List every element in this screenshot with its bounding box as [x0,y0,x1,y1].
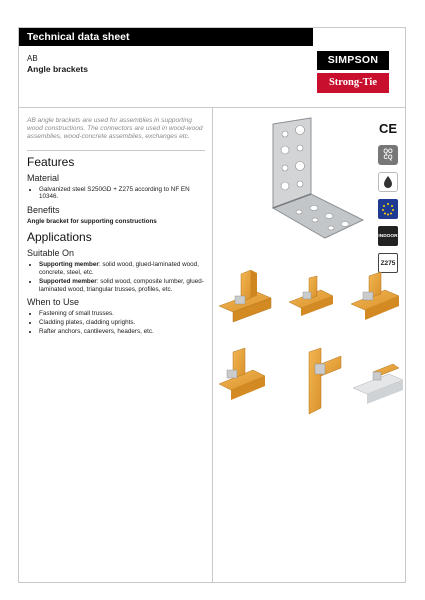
material-heading: Material [27,172,60,183]
when-list [27,310,205,335]
list-item [39,261,205,277]
z275-badge-icon: Z275 [378,253,398,273]
suitable-list [27,261,205,293]
angle-bracket-image [259,116,369,246]
qcq-badge-icon [378,145,398,165]
section-rule [27,150,205,151]
benefits-heading: Benefits [27,205,60,216]
item-text: : solid wood, glued-laminated wood, concrete, steel, etc. [39,261,199,276]
left-column [27,117,205,337]
application-image-2 [289,276,333,316]
when-heading: When to Use [27,297,80,308]
application-image-5 [309,348,341,414]
header-band: Technical data sheet [19,28,313,46]
list-item: • Galvanized steel S250GD + Z275 according to NF EN 10346. [39,186,205,202]
application-images [217,268,405,418]
certification-icons [378,118,400,280]
product-code: AB [27,54,38,63]
simpson-logo [317,51,389,98]
material-list [27,186,205,202]
ce-mark-icon: CE [378,120,398,136]
application-image-4 [219,348,265,400]
eu-stars-icon [378,199,398,219]
logo-strongtie-text: Strong-Tie [317,73,389,93]
qcq-top: QO [383,149,393,155]
column-divider [212,108,213,582]
logo-simpson-text: SIMPSON [317,51,389,70]
product-title: Angle brackets [27,64,88,74]
list-item: • Fastening of small trusses. [39,310,205,318]
application-image-6 [353,364,403,404]
item-text: : solid wood, composite lumber, glued-laminated wood, triangular trusses, profiles, etc. [39,277,204,293]
application-image-3 [351,272,399,320]
header-row [19,46,405,108]
item-label: Supported member [39,277,97,285]
applications-heading: Applications [27,230,92,245]
benefit-text: Angle bracket for supporting constructions [27,218,157,226]
list-item [39,278,205,294]
intro-text: AB angle brackets are used for assemblies in supporting wood constructions. The connectors are used in wood-wood assemblies, wood-concrete assemblies, exchanges etc. [27,117,203,141]
features-heading: Features [27,154,75,169]
list-item: • Rafter anchors, cantilevers, headers, etc. [39,328,205,336]
suitable-heading: Suitable On [27,248,75,259]
environment-rating-icon [378,172,398,192]
application-image-1 [219,270,271,322]
list-item: • Cladding plates, cladding uprights. [39,319,205,327]
indoor-badge-icon: INDOOR [378,226,398,246]
item-label: Supporting member [39,261,99,269]
data-sheet [18,27,406,583]
qcq-bottom: CQ [383,155,393,161]
